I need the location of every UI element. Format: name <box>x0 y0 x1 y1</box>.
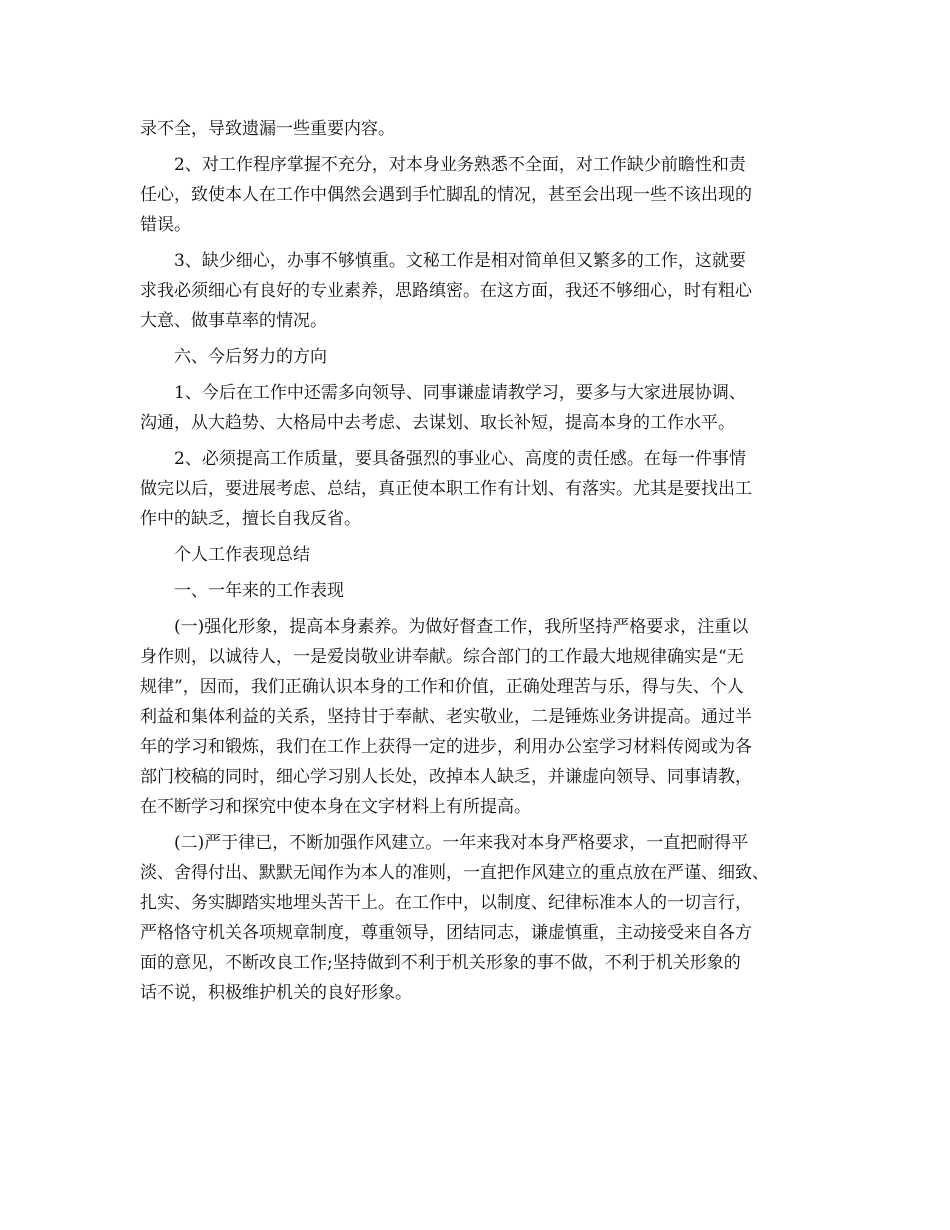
text-line: 严格恪守机关各项规章制度，尊重领导，团结同志，谦虚慎重，主动接受来自各方 <box>140 923 752 943</box>
text-line: 作中的缺乏，擅长自我反省。 <box>140 509 361 529</box>
text-line: 大意、做事草率的情况。 <box>140 311 327 331</box>
document-title <box>140 540 812 570</box>
text-line: 年的学习和锻炼，我们在工作上获得一定的进步，利用办公室学习材料传阅或为各 <box>140 737 752 757</box>
text-line: 做完以后，要进展考虑、总结，真正使本职工作有计划、有落实。尤其是要找出工 <box>140 479 752 499</box>
text-line: 任心，致使本人在工作中偶然会遇到手忙脚乱的情况，甚至会出现一些不该出现的 <box>140 185 752 205</box>
text-line: 扎实、务实脚踏实地埋头苦干上。在工作中，以制度、纪律标准本人的一切言行， <box>140 893 752 913</box>
paragraph <box>140 378 812 438</box>
text-line: 沟通，从大趋势、大格局中去考虑、去谋划、取长补短，提高本身的工作水平。 <box>140 413 735 433</box>
text-line: 规律”，因而，我们正确认识本身的工作和价值，正确处理苦与乐，得与失、个人 <box>140 677 744 697</box>
document-body <box>140 114 812 1014</box>
text-line: 淡、舍得付出、默默无闻作为本人的准则，一直把作风建立的重点放在严谨、细致、 <box>140 863 769 883</box>
text-line: 在不断学习和探究中使本身在文字材料上有所提高。 <box>140 797 531 817</box>
paragraph <box>140 246 812 336</box>
paragraph <box>140 612 812 822</box>
text-line: 利益和集体利益的关系，坚持甘于奉献、老实敬业，二是锤炼业务讲提高。通过半 <box>140 707 752 727</box>
text-line: 话不说，积极维护机关的良好形象。 <box>140 983 412 1003</box>
text-line: 身作则，以诚待人，一是爱岗敬业讲奉献。综合部门的工作最大地规律确实是“无 <box>140 647 744 667</box>
text-line: 部门校稿的同时，细心学习别人长处，改掉本人缺乏，并谦虚向领导、同事请教， <box>140 767 752 787</box>
text-line: 1、今后在工作中还需多向领导、同事谦虚请教学习，要多与大家进展协调、 <box>140 383 746 403</box>
text-line: 录不全，导致遗漏一些重要内容。 <box>140 119 395 139</box>
text-line: 个人工作表现总结 <box>140 545 310 565</box>
text-line: 六、今后努力的方向 <box>140 347 327 367</box>
text-line: (二)严于律已，不断加强作风建立。一年来我对本身严格要求，一直把耐得平 <box>140 833 749 853</box>
paragraph <box>140 444 812 534</box>
text-line: (一)强化形象，提高本身素养。为做好督查工作，我所坚持严格要求，注重以 <box>140 617 749 637</box>
paragraph <box>140 150 812 240</box>
paragraph <box>140 828 812 1008</box>
text-line: 面的意见，不断改良工作;坚持做到不利于机关形象的事不做，不利于机关形象的 <box>140 953 741 973</box>
paragraph <box>140 114 812 144</box>
section-heading <box>140 576 812 606</box>
text-line: 2、对工作程序掌握不充分，对本身业务熟悉不全面，对工作缺少前瞻性和责 <box>140 155 746 175</box>
text-line: 一、一年来的工作表现 <box>140 581 344 601</box>
text-line: 2、必须提高工作质量，要具备强烈的事业心、高度的责任感。在每一件事情 <box>140 449 746 469</box>
text-line: 错误。 <box>140 215 191 235</box>
section-heading <box>140 342 812 372</box>
text-line: 求我必须细心有良好的专业素养，思路缜密。在这方面，我还不够细心，时有粗心 <box>140 281 752 301</box>
text-line: 3、缺少细心，办事不够慎重。文秘工作是相对简单但又繁多的工作，这就要 <box>140 251 746 271</box>
